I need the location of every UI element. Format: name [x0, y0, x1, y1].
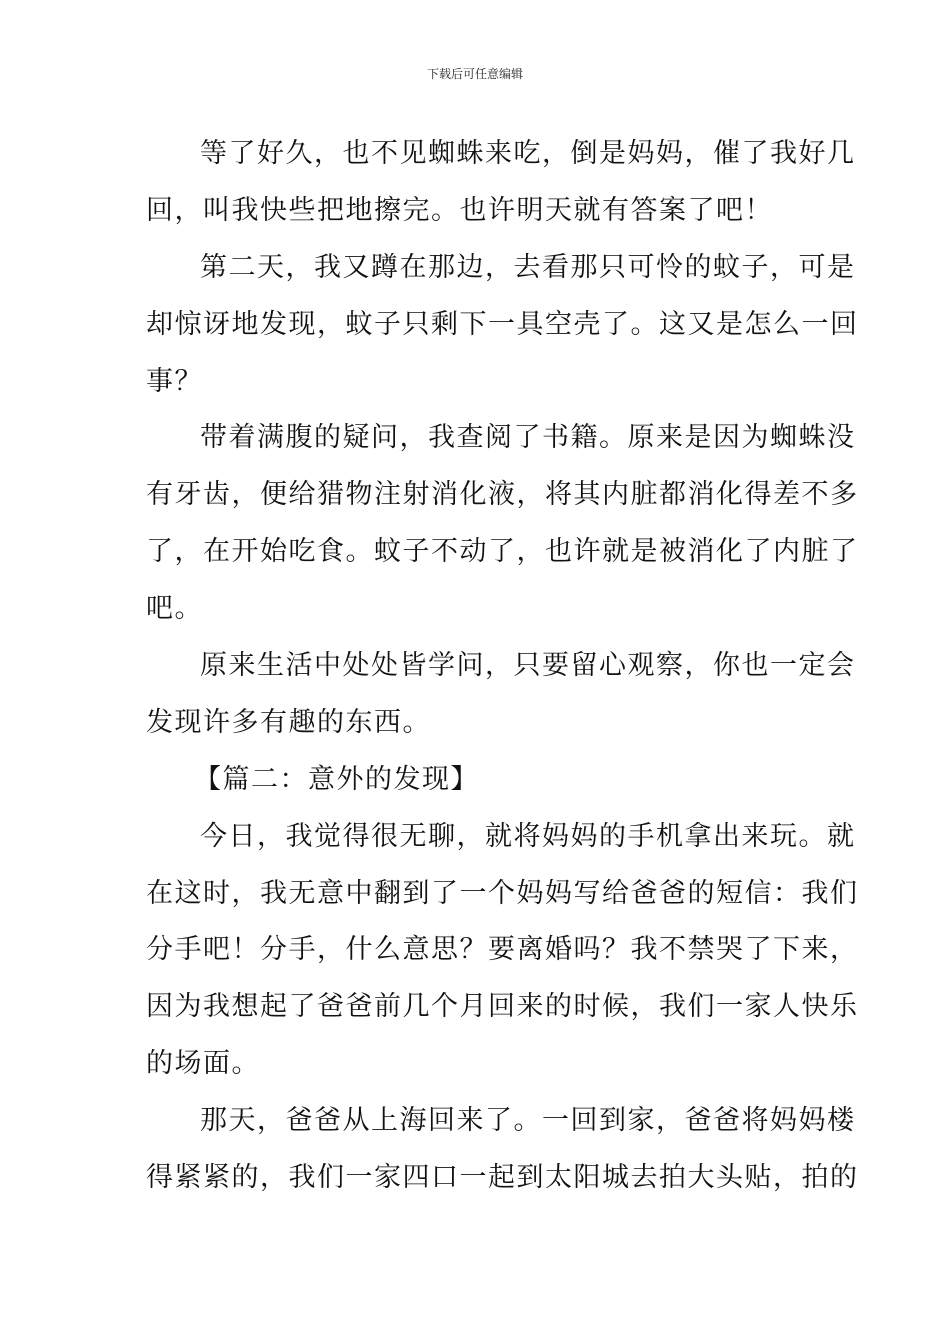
text-line: 在这时，我无意中翻到了一个妈妈写给爸爸的短信：我们 — [146, 877, 859, 909]
text-line: 回，叫我快些把地擦完。也许明天就有答案了吧！ — [146, 194, 773, 226]
text-line: 等了好久，也不见蜘蛛来吃，倒是妈妈，催了我好几 — [200, 138, 856, 169]
text-line: 第二天，我又蹲在那边，去看那只可怜的蚊子，可是 — [200, 251, 856, 283]
text-line: 却惊讶地发现，蚊子只剩下一具空壳了。这又是怎么一回 — [146, 308, 859, 340]
paragraph — [146, 128, 856, 242]
text-line: 得紧紧的，我们一家四口一起到太阳城去拍大头贴，拍的 — [146, 1162, 859, 1194]
paragraph — [146, 242, 859, 413]
paragraph — [146, 811, 859, 1095]
paragraph — [146, 412, 859, 640]
text-line: 那天，爸爸从上海回来了。一回到家，爸爸将妈妈楼 — [200, 1105, 856, 1137]
text-line: 的场面。 — [146, 1048, 260, 1080]
paragraph — [146, 640, 856, 754]
page-header: 下载后可任意编辑 — [426, 67, 523, 81]
text-line: 吧。 — [146, 593, 203, 625]
text-line: 今日，我觉得很无聊，就将妈妈的手机拿出来玩。就 — [200, 820, 856, 852]
section-heading-text: 【篇二：意外的发现】 — [194, 763, 479, 795]
text-line: 事？ — [146, 365, 203, 397]
text-line: 分手吧！分手，什么意思？要离婚吗？我不禁哭了下来， — [146, 934, 859, 966]
text-line: 因为我想起了爸爸前几个月回来的时候，我们一家人快乐 — [146, 991, 859, 1023]
section-heading — [146, 754, 808, 811]
text-line: 了，在开始吃食。蚊子不动了，也许就是被消化了内脏了 — [146, 536, 859, 568]
text-line: 原来生活中处处皆学问，只要留心观察，你也一定会 — [200, 650, 856, 682]
text-line: 发现许多有趣的东西。 — [146, 706, 431, 738]
paragraph — [146, 1095, 859, 1209]
document-body — [146, 128, 859, 1209]
text-line: 带着满腹的疑问，我查阅了书籍。原来是因为蜘蛛没 — [200, 422, 856, 454]
text-line: 有牙齿，便给猎物注射消化液，将其内脏都消化得差不多 — [146, 479, 859, 511]
